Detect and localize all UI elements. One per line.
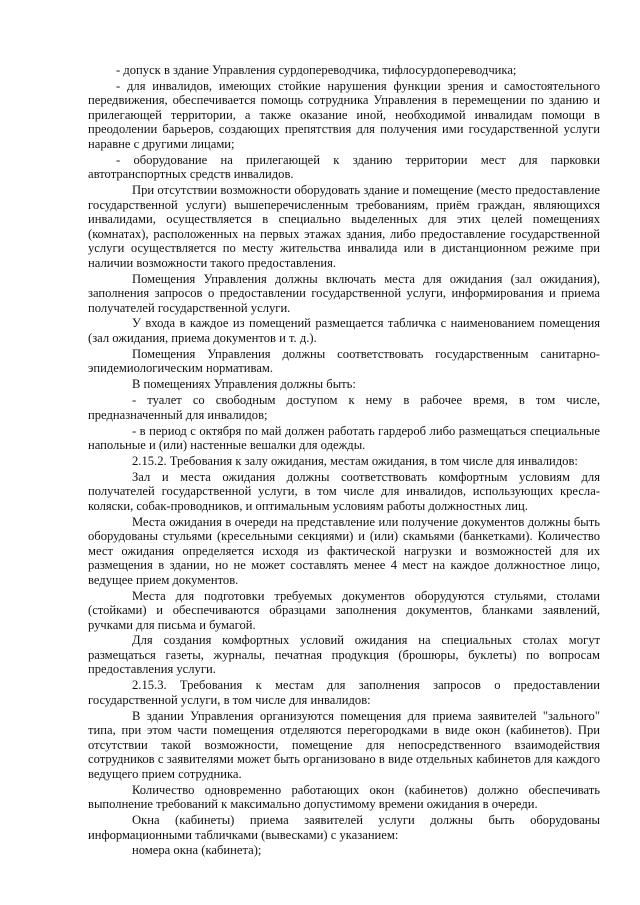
paragraph: Помещения Управления должны соответствовать государственным санитарно-эпидемиологическим нормативам. — [88, 346, 600, 376]
paragraph: Места для подготовки требуемых документов оборудуются стульями, столами (стойками) и обеспечиваются образцами заполнения документов, бланками заявлений, ручками для письма и бумагой. — [88, 588, 600, 632]
section-heading-2-15-2: 2.15.2. Требования к залу ожидания, местам ожидания, в том числе для инвалидов: — [132, 453, 578, 468]
document-body — [88, 63, 600, 858]
paragraph: Окна (кабинеты) приема заявителей услуги должны быть оборудованы информационными табличками (вывесками) с указанием: — [88, 813, 600, 842]
paragraph: Места ожидания в очереди на представление или получение документов должны быть оборудованы стульями (кресельными секциями) и (или) скамьями (банкетками). Количество мест ожидания определяется исходя из фактической нагрузки и возможностей для их размещения в здании, но не может составлять менее 4 мест на каждое должностное лицо, ведущее прием документов. — [88, 514, 600, 587]
paragraph: Помещения Управления должны включать места для ожидания (зал ожидания), заполнения запросов о предоставлении государственной услуги, информирования и приема получателей государственной услуги. — [88, 271, 600, 315]
paragraph: У входа в каждое из помещений размещается табличка с наименованием помещения (зал ожидания, приема документов и т. д.). — [88, 316, 600, 345]
paragraph: В помещениях Управления должны быть: — [132, 377, 356, 392]
paragraph: - оборудование на прилегающей к зданию территории мест для парковки автотранспортных средств инвалидов. — [88, 152, 600, 182]
paragraph: номера окна (кабинета); — [132, 843, 262, 858]
paragraph: - туалет со свободным доступом к нему в рабочее время, в том числе, предназначенный для инвалидов; — [88, 393, 600, 422]
paragraph: Количество одновременно работающих окон (кабинетов) должно обеспечивать выполнение требований к максимально допустимому времени ожидания в очереди. — [88, 782, 600, 812]
paragraph: - в период с октября по май должен работать гардероб либо размещаться специальные напольные и (или) настенные вешалки для одежды. — [88, 423, 600, 453]
paragraph: При отсутствии возможности оборудовать здание и помещение (место предоставление государственной услуги) вышеперечисленным требованиям, приём граждан, являющихся инвалидами, осуществляется в специально выделенных для этих целей помещениях (комнатах), расположенных на первых этажах здания, либо предоставление государственной услуги осуществляется по месту жительства инвалида или в дистанционном режиме при наличии возможности такого предоставления. — [88, 183, 600, 270]
paragraph: - допуск в здание Управления сурдопереводчика, тифлосурдопереводчика; — [116, 63, 517, 77]
paragraph: - для инвалидов, имеющих стойкие нарушения функции зрения и самостоятельного передвижения, обеспечивается помощь сотрудника Управления в перемещении по зданию и прилегающей территории, а также оказание иной, необходимой инвалидам помощи в преодолении барьеров, создающих препятствия для получения ими государственной услуги наравне с другими лицами; — [88, 78, 600, 151]
paragraph: В здании Управления организуются помещения для приема заявителей "зального" типа, при этом части помещения отделяются перегородками в виде окон (кабинетов). При отсутствии такой возможности, помещение для непосредственного взаимодействия сотрудников с заявителями может быть организовано в виде отдельных кабинетов для каждого ведущего прием сотрудника. — [88, 708, 600, 781]
paragraph: Для создания комфортных условий ожидания на специальных столах могут размещаться газеты, журналы, печатная продукция (брошюры, буклеты) по вопросам предоставления услуги. — [88, 633, 600, 677]
paragraph: Зал и места ожидания должны соответствовать комфортным условиям для получателей государственной услуги, в том числе для инвалидов, использующих кресла-коляски, собак-проводников, и оптимальным условиям работы должностных лиц. — [88, 469, 600, 513]
section-heading-2-15-3: 2.15.3. Требования к местам для заполнения запросов о предоставлении государственной услуги, в том числе для инвалидов: — [88, 678, 600, 707]
